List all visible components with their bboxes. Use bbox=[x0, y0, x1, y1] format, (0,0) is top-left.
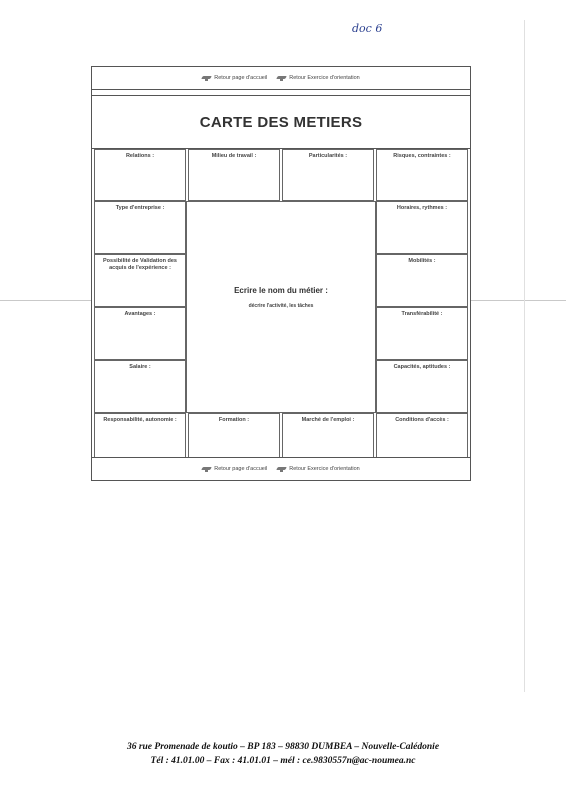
home-link-label: Retour page d'accueil bbox=[214, 466, 268, 472]
field-label: Formation : bbox=[218, 417, 250, 423]
field-advantages[interactable] bbox=[94, 307, 186, 360]
field-relations[interactable] bbox=[94, 149, 186, 201]
field-label: Transférabilité : bbox=[401, 311, 443, 317]
scan-edge-line bbox=[524, 20, 525, 692]
handwritten-note: doc 6 bbox=[352, 22, 383, 35]
field-salary[interactable] bbox=[94, 360, 186, 413]
field-job-name[interactable] bbox=[186, 201, 376, 413]
field-responsibility[interactable] bbox=[94, 413, 186, 458]
field-label: Horaires, rythmes : bbox=[396, 205, 448, 211]
field-label: Marché de l'emploi : bbox=[301, 417, 355, 423]
footer-contact: Tél : 41.01.00 – Fax : 41.01.01 – mél : ce.9830557n@ac-noumea.nc bbox=[150, 756, 416, 766]
exercise-link[interactable] bbox=[277, 75, 359, 81]
job-name-heading: Ecrire le nom du métier : bbox=[234, 285, 328, 295]
field-company-type[interactable] bbox=[94, 201, 186, 254]
home-link[interactable] bbox=[202, 466, 267, 472]
field-transferability[interactable] bbox=[376, 307, 468, 360]
field-label: Mobilités : bbox=[408, 258, 436, 264]
field-label: Milieu de travail : bbox=[211, 153, 257, 159]
field-label: Responsabilité, autonomie : bbox=[103, 417, 177, 423]
field-label: Capacités, aptitudes : bbox=[393, 364, 451, 370]
home-link-label: Retour page d'accueil bbox=[214, 75, 268, 81]
job-name-subheading: décrire l'activité, les tâches bbox=[248, 302, 314, 309]
field-job-market[interactable] bbox=[282, 413, 374, 458]
job-card-form bbox=[91, 66, 471, 481]
exercise-link-label: Retour Exercice d'orientation bbox=[289, 75, 360, 81]
footer-address: 36 rue Promenade de koutio – BP 183 – 98830 DUMBEA – Nouvelle-Calédonie bbox=[126, 742, 440, 752]
exercise-link[interactable] bbox=[277, 466, 359, 472]
graduation-cap-icon bbox=[202, 467, 211, 472]
exercise-link-label: Retour Exercice d'orientation bbox=[289, 466, 360, 472]
page-title: CARTE DES METIERS bbox=[199, 113, 363, 131]
graduation-cap-icon bbox=[277, 467, 286, 472]
field-access-conditions[interactable] bbox=[376, 413, 468, 458]
field-label: Type d'entreprise : bbox=[115, 205, 165, 211]
field-abilities[interactable] bbox=[376, 360, 468, 413]
field-label: Relations : bbox=[125, 153, 155, 159]
title-box bbox=[92, 95, 470, 149]
field-mobility[interactable] bbox=[376, 254, 468, 307]
graduation-cap-icon bbox=[202, 76, 211, 81]
field-label: Risques, contraintes : bbox=[393, 153, 451, 159]
field-label: Salaire : bbox=[129, 364, 151, 370]
field-particularities[interactable] bbox=[282, 149, 374, 201]
field-risks[interactable] bbox=[376, 149, 468, 201]
field-vae[interactable] bbox=[94, 254, 186, 307]
field-label: Avantages : bbox=[124, 311, 156, 317]
graduation-cap-icon bbox=[277, 76, 286, 81]
bottom-navigation bbox=[92, 457, 470, 480]
top-navigation bbox=[92, 67, 470, 90]
field-hours[interactable] bbox=[376, 201, 468, 254]
field-work-environment[interactable] bbox=[188, 149, 280, 201]
field-training[interactable] bbox=[188, 413, 280, 458]
home-link[interactable] bbox=[202, 75, 267, 81]
field-label: Conditions d'accès : bbox=[395, 417, 449, 423]
field-label: Possibilité de Validation des acquis de l'expérience : bbox=[103, 258, 177, 271]
field-label: Particularités : bbox=[308, 153, 348, 159]
